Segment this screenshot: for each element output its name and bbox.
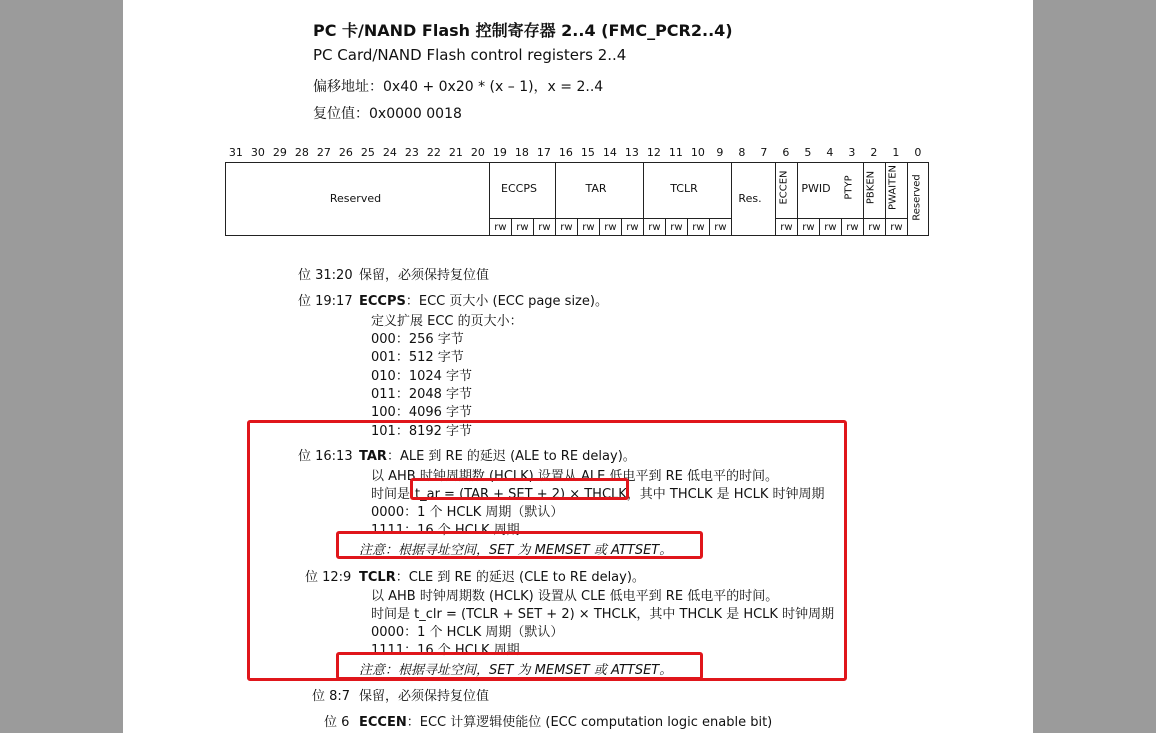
bit-number-28: 28: [294, 146, 309, 159]
field-separator: [731, 162, 732, 236]
bit-number-16: 16: [558, 146, 573, 159]
eccps-line-3: 010：1024 字节: [371, 369, 473, 384]
bit-number-8: 8: [738, 146, 746, 159]
eccps-line-4: 011：2048 字节: [371, 387, 473, 402]
access-rw-bit-11: rw: [665, 218, 687, 236]
field-name-tclr: TCLR: [359, 570, 396, 585]
highlight-tar-formula: [410, 478, 629, 500]
eccps-line-6: 101：8192 字节: [371, 424, 473, 439]
bit-number-7: 7: [760, 146, 768, 159]
bit-number-22: 22: [426, 146, 441, 159]
register-subtitle: PC Card/NAND Flash control registers 2..4: [313, 46, 627, 64]
access-rw-bit-17: rw: [533, 218, 555, 236]
bit-number-11: 11: [668, 146, 683, 159]
field-separator: [775, 162, 776, 236]
tar-formula: t_ar = (TAR + SET + 2) × THCLK，: [415, 487, 640, 502]
field-reserved-lo: Reserved: [911, 174, 923, 221]
tar-note-text: 注意：根据寻址空间，SET 为 MEMSET 或 ATTSET。: [359, 543, 673, 558]
bit-number-10: 10: [690, 146, 705, 159]
bit-number-26: 26: [338, 146, 353, 159]
bit-number-13: 13: [624, 146, 639, 159]
field-separator: [555, 162, 556, 236]
bit-number-27: 27: [316, 146, 331, 159]
access-rw-bit-18: rw: [511, 218, 533, 236]
access-rw-bit-12: rw: [643, 218, 665, 236]
bits-8-7-text: 保留，必须保持复位值: [359, 689, 490, 704]
document-page: [123, 0, 1033, 733]
bit-number-5: 5: [804, 146, 812, 159]
bit-number-31: 31: [228, 146, 243, 159]
access-rw-bit-10: rw: [687, 218, 709, 236]
bit-number-17: 17: [536, 146, 551, 159]
access-rw-bit-3: rw: [841, 218, 863, 236]
bit-number-6: 6: [782, 146, 790, 159]
field-reserved-hi: Reserved: [329, 192, 382, 205]
access-rw-bit-16: rw: [555, 218, 577, 236]
field-separator: [489, 162, 490, 236]
bit-number-1: 1: [892, 146, 900, 159]
field-separator: [643, 162, 644, 236]
highlight-tclr-note: [336, 652, 703, 680]
bits-19-17-heading: [359, 290, 608, 309]
eccps-line-5: 100：4096 字节: [371, 405, 473, 420]
field-pbken: PBKEN: [865, 170, 877, 205]
bits-19-17-position: 位 19:17: [298, 294, 353, 309]
bit-number-15: 15: [580, 146, 595, 159]
field-res: Res.: [738, 192, 762, 205]
bit-number-20: 20: [470, 146, 485, 159]
field-tar: TAR: [585, 182, 607, 195]
bit-number-24: 24: [382, 146, 397, 159]
eccps-line-2: 001：512 字节: [371, 350, 464, 365]
tclr-line-2: 时间是 t_clr = (TCLR + SET + 2) × THCLK，其中 THCLK 是 HCLK 时钟周期: [371, 607, 835, 622]
field-separator: [797, 162, 798, 236]
offset-address: 偏移地址：0x40 + 0x20 * (x – 1)，x = 2..4: [313, 79, 604, 95]
tar-line-2-suffix: 其中 THCLK 是 HCLK 时钟周期: [639, 487, 825, 502]
access-rw-bit-5: rw: [797, 218, 819, 236]
bit-number-29: 29: [272, 146, 287, 159]
tar-line-2-prefix: 时间是: [371, 487, 411, 502]
bit-number-14: 14: [602, 146, 617, 159]
field-tclr: TCLR: [670, 182, 698, 195]
bit-number-12: 12: [646, 146, 661, 159]
bits-12-9-position: 位 12:9: [305, 570, 352, 585]
access-rw-bit-13: rw: [621, 218, 643, 236]
field-separator: [907, 162, 908, 236]
bits-16-13-position: 位 16:13: [298, 449, 353, 464]
field-eccps: ECCPS: [501, 182, 537, 195]
bit-number-30: 30: [250, 146, 265, 159]
bit-number-21: 21: [448, 146, 463, 159]
bits-8-7-position: 位 8:7: [312, 689, 351, 704]
bit-number-3: 3: [848, 146, 856, 159]
bit-6-heading: [359, 711, 772, 730]
field-title-tclr: ：CLE 到 RE 的延迟 (CLE to RE delay)。: [395, 570, 645, 585]
bit-number-9: 9: [716, 146, 724, 159]
tar-line-4: 1111：16 个 HCLK 周期: [371, 523, 520, 538]
eccps-line-0: 定义扩展 ECC 的页大小：: [371, 314, 523, 329]
field-name-tar: TAR: [359, 449, 387, 464]
register-title: PC 卡/NAND Flash 控制寄存器 2..4 (FMC_PCR2..4): [313, 21, 733, 40]
field-pwaiten: PWAITEN: [887, 164, 899, 211]
bit-number-25: 25: [360, 146, 375, 159]
bit-number-4: 4: [826, 146, 834, 159]
bit-number-0: 0: [914, 146, 922, 159]
field-eccen: ECCEN: [778, 170, 790, 205]
field-separator: [863, 162, 864, 236]
bit-number-2: 2: [870, 146, 878, 159]
bit-number-19: 19: [492, 146, 507, 159]
bits-31-20-position: 位 31:20: [298, 268, 353, 283]
field-title-eccps: ：ECC 页大小 (ECC page size)。: [405, 294, 608, 309]
field-name-eccen: ECCEN: [359, 715, 407, 730]
access-rw-bit-15: rw: [577, 218, 599, 236]
tclr-line-1: 以 AHB 时钟周期数 (HCLK) 设置从 CLE 低电平到 RE 低电平的时间。: [371, 589, 779, 604]
bit-number-23: 23: [404, 146, 419, 159]
tar-line-1: 以 AHB 时钟周期数 (HCLK) 设置从 ALE 低电平到 RE 低电平的时间。: [371, 469, 779, 484]
reset-value: 复位值：0x0000 0018: [313, 106, 462, 122]
access-rw-bit-19: rw: [489, 218, 511, 236]
bit-number-18: 18: [514, 146, 529, 159]
access-rw-bit-14: rw: [599, 218, 621, 236]
highlight-tar-note: [336, 531, 703, 559]
access-rw-bit-9: rw: [709, 218, 731, 236]
eccps-line-1: 000：256 字节: [371, 332, 464, 347]
field-ptyp: PTYP: [843, 175, 855, 200]
tclr-line-4: 1111：16 个 HCLK 周期: [371, 643, 520, 658]
field-pwid: PWID: [801, 182, 831, 195]
field-title-tar: ：ALE 到 RE 的延迟 (ALE to RE delay)。: [386, 449, 636, 464]
access-rw-bit-1: rw: [885, 218, 907, 236]
field-separator: [885, 162, 886, 236]
access-rw-bit-6: rw: [775, 218, 797, 236]
bits-31-20-text: 保留，必须保持复位值: [359, 268, 490, 283]
field-title-eccen: ：ECC 计算逻辑使能位 (ECC computation logic enable bit): [406, 715, 773, 730]
access-rw-bit-4: rw: [819, 218, 841, 236]
tclr-note-text: 注意：根据寻址空间，SET 为 MEMSET 或 ATTSET。: [359, 663, 673, 678]
access-rw-bit-2: rw: [863, 218, 885, 236]
bit-6-position: 位 6: [324, 715, 350, 730]
field-name-eccps: ECCPS: [359, 294, 406, 309]
tar-line-3: 0000：1 个 HCLK 周期（默认）: [371, 505, 564, 520]
tclr-line-3: 0000：1 个 HCLK 周期（默认）: [371, 625, 564, 640]
